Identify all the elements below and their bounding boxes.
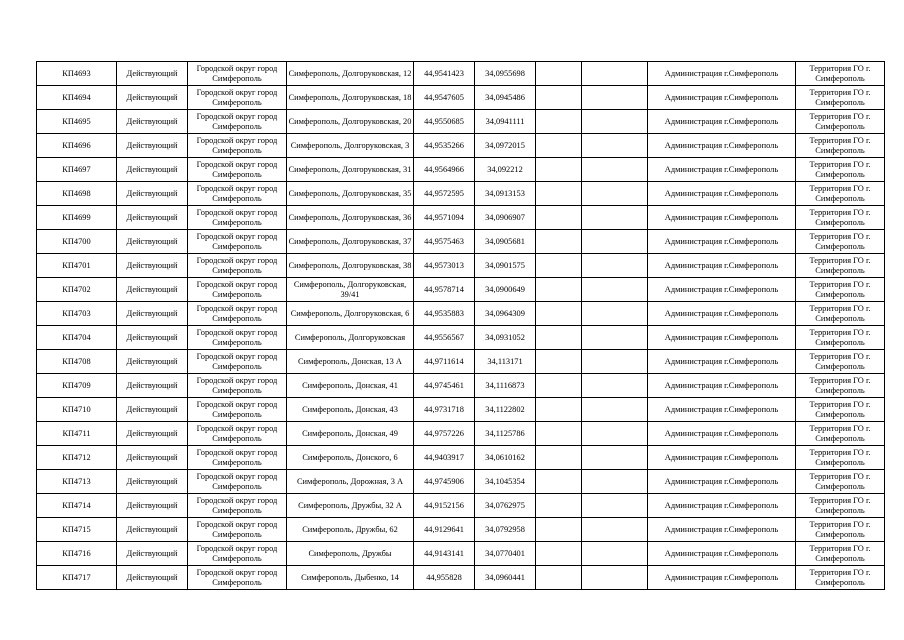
table-row [37, 326, 885, 350]
status-cell: Действующий [117, 518, 188, 542]
longitude-cell: 34,0955698 [475, 62, 536, 86]
longitude-cell: 34,0941111 [475, 110, 536, 134]
point-id-cell: КП4700 [37, 230, 117, 254]
latitude-cell: 44,9556567 [414, 326, 475, 350]
longitude-cell: 34,0945486 [475, 86, 536, 110]
point-id-cell: КП4713 [37, 470, 117, 494]
table-row [37, 278, 885, 302]
territory-cell: Территория ГО г. Симферополь [796, 110, 885, 134]
longitude-cell: 34,0610162 [475, 446, 536, 470]
latitude-cell: 44,9757226 [414, 422, 475, 446]
district-cell: Городской округ город Симферополь [188, 398, 287, 422]
organization-cell: Администрация г.Симферополь [648, 470, 796, 494]
collection-points-table [36, 61, 885, 590]
address-cell: Симферополь, Донская, 43 [287, 398, 414, 422]
longitude-cell: 34,0913153 [475, 182, 536, 206]
empty-cell [536, 470, 582, 494]
longitude-cell: 34,0972015 [475, 134, 536, 158]
empty-cell [536, 206, 582, 230]
empty-cell [582, 278, 648, 302]
status-cell: Действующий [117, 374, 188, 398]
latitude-cell: 44,9129641 [414, 518, 475, 542]
address-cell: Симферополь, Дружбы, 32 А [287, 494, 414, 518]
point-id-cell: КП4708 [37, 350, 117, 374]
territory-cell: Территория ГО г. Симферополь [796, 494, 885, 518]
table-row [37, 86, 885, 110]
table-row [37, 566, 885, 590]
empty-cell [536, 398, 582, 422]
table-body [37, 62, 885, 590]
address-cell: Симферополь, Дорожная, 3 А [287, 470, 414, 494]
point-id-cell: КП4704 [37, 326, 117, 350]
address-cell: Симферополь, Дыбенко, 14 [287, 566, 414, 590]
district-cell: Городской округ город Симферополь [188, 542, 287, 566]
district-cell: Городской округ город Симферополь [188, 518, 287, 542]
longitude-cell: 34,1116873 [475, 374, 536, 398]
longitude-cell: 34,0964309 [475, 302, 536, 326]
district-cell: Городской округ город Симферополь [188, 446, 287, 470]
longitude-cell: 34,113171 [475, 350, 536, 374]
territory-cell: Территория ГО г. Симферополь [796, 566, 885, 590]
district-cell: Городской округ город Симферополь [188, 470, 287, 494]
empty-cell [536, 158, 582, 182]
longitude-cell: 34,0906907 [475, 206, 536, 230]
organization-cell: Администрация г.Симферополь [648, 278, 796, 302]
latitude-cell: 44,9535266 [414, 134, 475, 158]
longitude-cell: 34,0901575 [475, 254, 536, 278]
address-cell: Симферополь, Долгоруковская, 3 [287, 134, 414, 158]
empty-cell [582, 518, 648, 542]
point-id-cell: КП4698 [37, 182, 117, 206]
district-cell: Городской округ город Симферополь [188, 230, 287, 254]
organization-cell: Администрация г.Симферополь [648, 494, 796, 518]
latitude-cell: 44,9711614 [414, 350, 475, 374]
empty-cell [582, 446, 648, 470]
point-id-cell: КП4699 [37, 206, 117, 230]
territory-cell: Территория ГО г. Симферополь [796, 182, 885, 206]
address-cell: Симферополь, Долгоруковская, 36 [287, 206, 414, 230]
table-row [37, 542, 885, 566]
status-cell: Действующий [117, 542, 188, 566]
territory-cell: Территория ГО г. Симферополь [796, 302, 885, 326]
district-cell: Городской округ город Симферополь [188, 158, 287, 182]
district-cell: Городской округ город Симферополь [188, 350, 287, 374]
point-id-cell: КП4711 [37, 422, 117, 446]
organization-cell: Администрация г.Симферополь [648, 374, 796, 398]
district-cell: Городской округ город Симферополь [188, 326, 287, 350]
territory-cell: Территория ГО г. Симферополь [796, 518, 885, 542]
table-row [37, 302, 885, 326]
territory-cell: Территория ГО г. Симферополь [796, 446, 885, 470]
table-row [37, 422, 885, 446]
address-cell: Симферополь, Долгоруковская, 12 [287, 62, 414, 86]
organization-cell: Администрация г.Симферополь [648, 566, 796, 590]
address-cell: Симферополь, Долгоруковская, 6 [287, 302, 414, 326]
status-cell: Действующий [117, 350, 188, 374]
status-cell: Действующий [117, 134, 188, 158]
point-id-cell: КП4697 [37, 158, 117, 182]
empty-cell [536, 254, 582, 278]
district-cell: Городской округ город Симферополь [188, 134, 287, 158]
empty-cell [582, 110, 648, 134]
point-id-cell: КП4703 [37, 302, 117, 326]
empty-cell [582, 422, 648, 446]
district-cell: Городской округ город Симферополь [188, 206, 287, 230]
empty-cell [582, 158, 648, 182]
territory-cell: Территория ГО г. Симферополь [796, 422, 885, 446]
empty-cell [582, 230, 648, 254]
empty-cell [582, 398, 648, 422]
organization-cell: Администрация г.Симферополь [648, 158, 796, 182]
organization-cell: Администрация г.Симферополь [648, 206, 796, 230]
address-cell: Симферополь, Донская, 13 А [287, 350, 414, 374]
longitude-cell: 34,0960441 [475, 566, 536, 590]
empty-cell [536, 278, 582, 302]
empty-cell [536, 542, 582, 566]
latitude-cell: 44,9547605 [414, 86, 475, 110]
status-cell: Действующий [117, 86, 188, 110]
latitude-cell: 44,955828 [414, 566, 475, 590]
address-cell: Симферополь, Долгоруковская, 31 [287, 158, 414, 182]
status-cell: Действующий [117, 494, 188, 518]
empty-cell [536, 374, 582, 398]
address-cell: Симферополь, Долгоруковская, 39/41 [287, 278, 414, 302]
point-id-cell: КП4716 [37, 542, 117, 566]
empty-cell [582, 62, 648, 86]
latitude-cell: 44,9564966 [414, 158, 475, 182]
longitude-cell: 34,0762975 [475, 494, 536, 518]
status-cell: Действующий [117, 302, 188, 326]
status-cell: Действующий [117, 254, 188, 278]
latitude-cell: 44,9541423 [414, 62, 475, 86]
status-cell: Действующий [117, 110, 188, 134]
latitude-cell: 44,9535883 [414, 302, 475, 326]
empty-cell [536, 62, 582, 86]
status-cell: Действующий [117, 446, 188, 470]
latitude-cell: 44,9152156 [414, 494, 475, 518]
organization-cell: Администрация г.Симферополь [648, 254, 796, 278]
longitude-cell: 34,092212 [475, 158, 536, 182]
address-cell: Симферополь, Долгоруковская, 18 [287, 86, 414, 110]
table-row [37, 62, 885, 86]
territory-cell: Территория ГО г. Симферополь [796, 326, 885, 350]
district-cell: Городской округ город Симферополь [188, 110, 287, 134]
empty-cell [582, 182, 648, 206]
empty-cell [582, 302, 648, 326]
table-row [37, 398, 885, 422]
district-cell: Городской округ город Симферополь [188, 278, 287, 302]
territory-cell: Территория ГО г. Симферополь [796, 398, 885, 422]
status-cell: Действующий [117, 422, 188, 446]
empty-cell [536, 110, 582, 134]
territory-cell: Территория ГО г. Симферополь [796, 542, 885, 566]
district-cell: Городской округ город Симферополь [188, 374, 287, 398]
point-id-cell: КП4715 [37, 518, 117, 542]
organization-cell: Администрация г.Симферополь [648, 134, 796, 158]
district-cell: Городской округ город Симферополь [188, 254, 287, 278]
empty-cell [536, 350, 582, 374]
status-cell: Действующий [117, 470, 188, 494]
point-id-cell: КП4717 [37, 566, 117, 590]
territory-cell: Территория ГО г. Симферополь [796, 62, 885, 86]
status-cell: Действующий [117, 566, 188, 590]
point-id-cell: КП4696 [37, 134, 117, 158]
point-id-cell: КП4701 [37, 254, 117, 278]
empty-cell [536, 86, 582, 110]
point-id-cell: КП4710 [37, 398, 117, 422]
organization-cell: Администрация г.Симферополь [648, 110, 796, 134]
organization-cell: Администрация г.Симферополь [648, 542, 796, 566]
latitude-cell: 44,9403917 [414, 446, 475, 470]
empty-cell [536, 422, 582, 446]
latitude-cell: 44,9571094 [414, 206, 475, 230]
organization-cell: Администрация г.Симферополь [648, 350, 796, 374]
status-cell: Действующий [117, 206, 188, 230]
status-cell: Действующий [117, 158, 188, 182]
table-row [37, 350, 885, 374]
address-cell: Симферополь, Донского, 6 [287, 446, 414, 470]
table-row [37, 446, 885, 470]
organization-cell: Администрация г.Симферополь [648, 62, 796, 86]
longitude-cell: 34,0905681 [475, 230, 536, 254]
longitude-cell: 34,0900649 [475, 278, 536, 302]
status-cell: Действующий [117, 62, 188, 86]
district-cell: Городской округ город Симферополь [188, 62, 287, 86]
table-row [37, 470, 885, 494]
organization-cell: Администрация г.Симферополь [648, 86, 796, 110]
table-row [37, 158, 885, 182]
empty-cell [582, 86, 648, 110]
empty-cell [582, 374, 648, 398]
table-row [37, 134, 885, 158]
point-id-cell: КП4695 [37, 110, 117, 134]
organization-cell: Администрация г.Симферополь [648, 518, 796, 542]
table-row [37, 374, 885, 398]
point-id-cell: КП4693 [37, 62, 117, 86]
longitude-cell: 34,0770401 [475, 542, 536, 566]
territory-cell: Территория ГО г. Симферополь [796, 350, 885, 374]
point-id-cell: КП4712 [37, 446, 117, 470]
empty-cell [582, 470, 648, 494]
latitude-cell: 44,9143141 [414, 542, 475, 566]
organization-cell: Администрация г.Симферополь [648, 398, 796, 422]
table-row [37, 206, 885, 230]
territory-cell: Территория ГО г. Симферополь [796, 158, 885, 182]
latitude-cell: 44,9550685 [414, 110, 475, 134]
district-cell: Городской округ город Симферополь [188, 302, 287, 326]
longitude-cell: 34,1045354 [475, 470, 536, 494]
territory-cell: Территория ГО г. Симферополь [796, 254, 885, 278]
district-cell: Городской округ город Симферополь [188, 182, 287, 206]
longitude-cell: 34,0931052 [475, 326, 536, 350]
territory-cell: Территория ГО г. Симферополь [796, 470, 885, 494]
empty-cell [582, 494, 648, 518]
address-cell: Симферополь, Долгоруковская, 20 [287, 110, 414, 134]
organization-cell: Администрация г.Симферополь [648, 302, 796, 326]
status-cell: Действующий [117, 398, 188, 422]
status-cell: Действующий [117, 278, 188, 302]
empty-cell [582, 350, 648, 374]
organization-cell: Администрация г.Симферополь [648, 182, 796, 206]
status-cell: Действующий [117, 182, 188, 206]
organization-cell: Администрация г.Симферополь [648, 422, 796, 446]
district-cell: Городской округ город Симферополь [188, 86, 287, 110]
address-cell: Симферополь, Долгоруковская, 38 [287, 254, 414, 278]
empty-cell [582, 254, 648, 278]
empty-cell [536, 518, 582, 542]
table-row [37, 182, 885, 206]
empty-cell [536, 302, 582, 326]
longitude-cell: 34,1122802 [475, 398, 536, 422]
point-id-cell: КП4714 [37, 494, 117, 518]
address-cell: Симферополь, Долгоруковская, 37 [287, 230, 414, 254]
address-cell: Симферополь, Донская, 49 [287, 422, 414, 446]
empty-cell [582, 134, 648, 158]
point-id-cell: КП4702 [37, 278, 117, 302]
address-cell: Симферополь, Донская, 41 [287, 374, 414, 398]
territory-cell: Территория ГО г. Симферополь [796, 278, 885, 302]
table-row [37, 110, 885, 134]
district-cell: Городской округ город Симферополь [188, 422, 287, 446]
longitude-cell: 34,0792958 [475, 518, 536, 542]
point-id-cell: КП4709 [37, 374, 117, 398]
district-cell: Городской округ город Симферополь [188, 494, 287, 518]
latitude-cell: 44,9745461 [414, 374, 475, 398]
address-cell: Симферополь, Долгоруковская, 35 [287, 182, 414, 206]
latitude-cell: 44,9578714 [414, 278, 475, 302]
empty-cell [582, 542, 648, 566]
territory-cell: Территория ГО г. Симферополь [796, 374, 885, 398]
latitude-cell: 44,9745906 [414, 470, 475, 494]
organization-cell: Администрация г.Симферополь [648, 446, 796, 470]
empty-cell [582, 566, 648, 590]
longitude-cell: 34,1125786 [475, 422, 536, 446]
empty-cell [536, 182, 582, 206]
latitude-cell: 44,9573013 [414, 254, 475, 278]
empty-cell [536, 326, 582, 350]
address-cell: Симферополь, Дружбы, 62 [287, 518, 414, 542]
latitude-cell: 44,9731718 [414, 398, 475, 422]
table-row [37, 518, 885, 542]
latitude-cell: 44,9572595 [414, 182, 475, 206]
district-cell: Городской округ город Симферополь [188, 566, 287, 590]
latitude-cell: 44,9575463 [414, 230, 475, 254]
empty-cell [536, 494, 582, 518]
empty-cell [536, 134, 582, 158]
point-id-cell: КП4694 [37, 86, 117, 110]
territory-cell: Территория ГО г. Симферополь [796, 206, 885, 230]
territory-cell: Территория ГО г. Симферополь [796, 230, 885, 254]
table-row [37, 494, 885, 518]
empty-cell [536, 566, 582, 590]
organization-cell: Администрация г.Симферополь [648, 230, 796, 254]
status-cell: Действующий [117, 326, 188, 350]
territory-cell: Территория ГО г. Симферополь [796, 86, 885, 110]
status-cell: Действующий [117, 230, 188, 254]
empty-cell [536, 230, 582, 254]
empty-cell [536, 446, 582, 470]
empty-cell [582, 206, 648, 230]
table-row [37, 254, 885, 278]
territory-cell: Территория ГО г. Симферополь [796, 134, 885, 158]
table-row [37, 230, 885, 254]
address-cell: Симферополь, Дружбы [287, 542, 414, 566]
organization-cell: Администрация г.Симферополь [648, 326, 796, 350]
empty-cell [582, 326, 648, 350]
address-cell: Симферополь, Долгоруковская [287, 326, 414, 350]
